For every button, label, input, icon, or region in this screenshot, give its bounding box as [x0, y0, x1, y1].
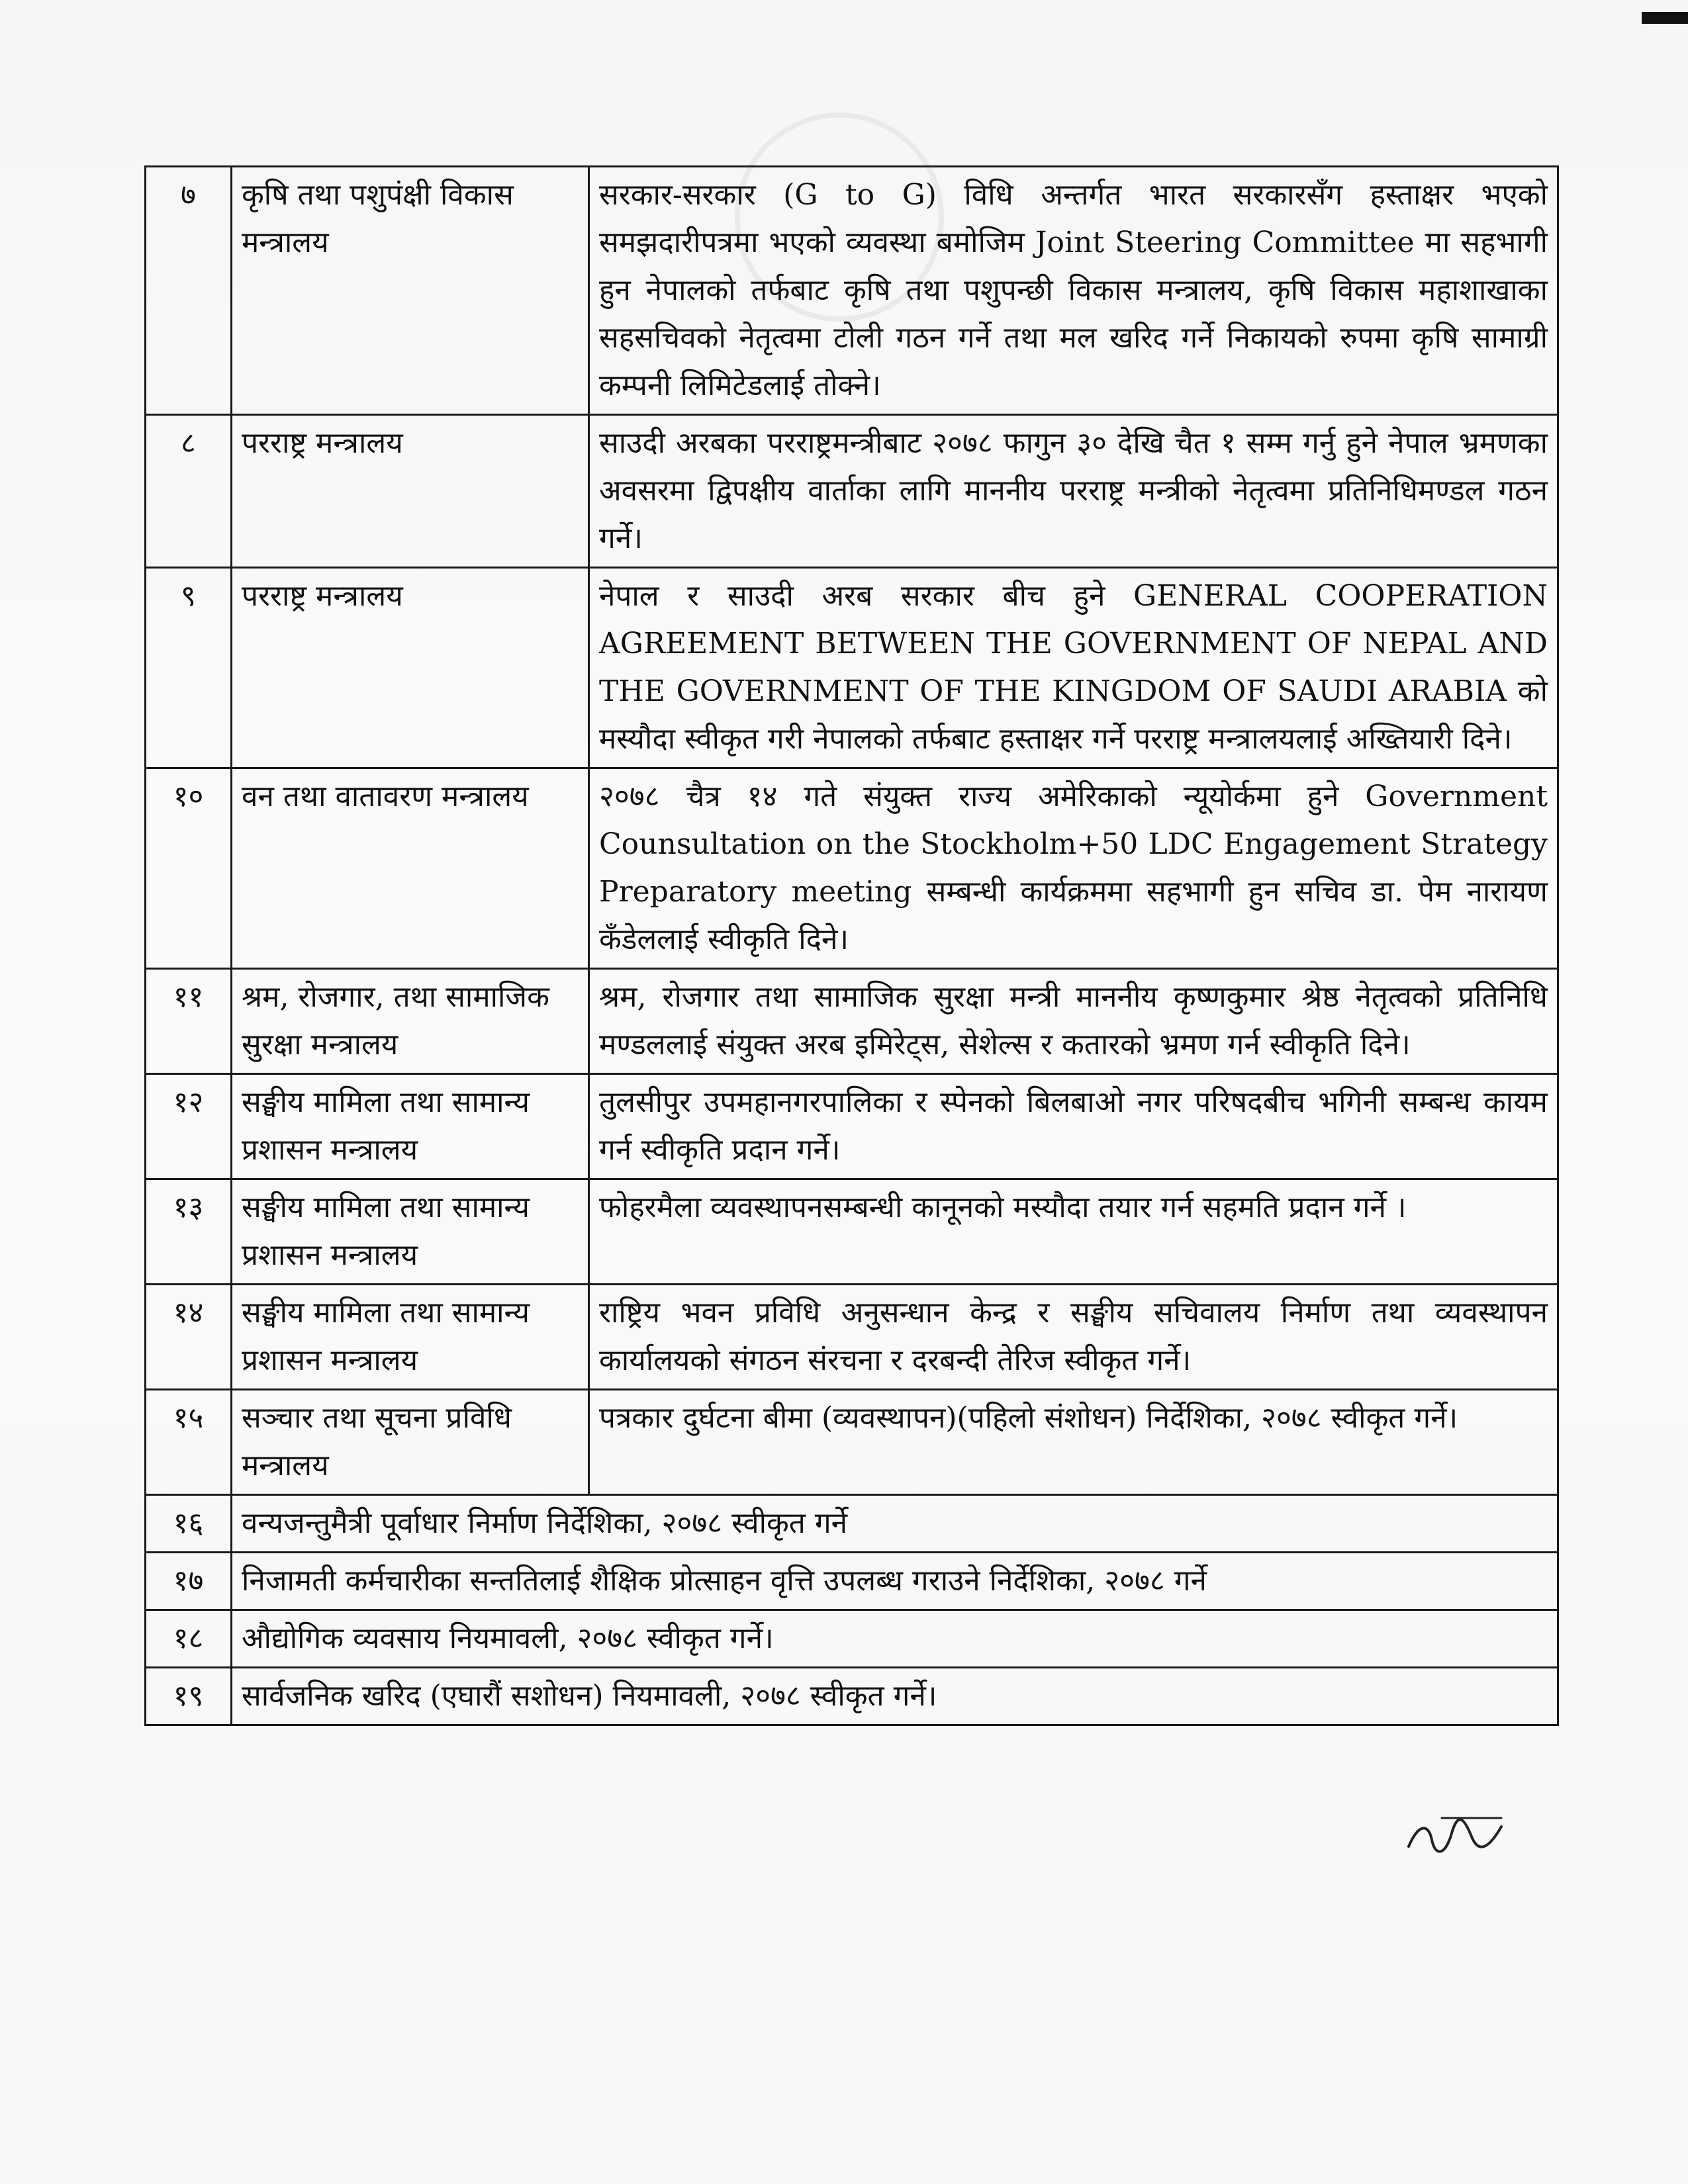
decision-cell: श्रम, रोजगार तथा सामाजिक सुरक्षा मन्त्री माननीय कृष्णकुमार श्रेष्ठ नेतृत्वको प्रतिनिधि मण्डललाई संयुक्त अरब इमिरेट्स, सेशेल्स र कतारको भ्रमण गर्न स्वीकृति दिने। [589, 969, 1558, 1074]
table-row [146, 1495, 1558, 1553]
decision-cell: २०७८ चैत्र १४ गते संयुक्त राज्य अमेरिकाको न्यूयोर्कमा हुने Government Counsultation on the Stockholm+50 LDC Engagement Strategy Preparatory meeting सम्बन्धी कार्यक्रममा सहभागी हुन सचिव डा. पेम नारायण कँडेललाई स्वीकृति दिने। [589, 768, 1558, 969]
table-row [146, 167, 1558, 415]
row-number: ९ [146, 568, 232, 768]
decision-cell: राष्ट्रिय भवन प्रविधि अनुसन्धान केन्द्र र सङ्घीय सचिवालय निर्माण तथा व्यवस्थापन कार्यालयको संगठन संरचना र दरबन्दी तेरिज स्वीकृत गर्ने। [589, 1285, 1558, 1390]
scan-corner-mark [1642, 12, 1688, 24]
ministry-cell: कृषि तथा पशुपंक्षी विकास मन्त्रालय [232, 167, 589, 415]
decision-cell: पत्रकार दुर्घटना बीमा (व्यवस्थापन)(पहिलो संशोधन) निर्देशिका, २०७८ स्वीकृत गर्ने। [589, 1390, 1558, 1495]
row-number: ११ [146, 969, 232, 1074]
decision-cell: औद्योगिक व्यवसाय नियमावली, २०७८ स्वीकृत गर्ने। [232, 1610, 1558, 1668]
table-row [146, 1074, 1558, 1179]
table-row [146, 1285, 1558, 1390]
row-number: १३ [146, 1179, 232, 1285]
decision-cell: फोहरमैला व्यवस्थापनसम्बन्धी कानूनको मस्यौदा तयार गर्न सहमति प्रदान गर्ने । [589, 1179, 1558, 1285]
decision-cell: तुलसीपुर उपमहानगरपालिका र स्पेनको बिलबाओ नगर परिषदबीच भगिनी सम्बन्ध कायम गर्न स्वीकृति प्रदान गर्ने। [589, 1074, 1558, 1179]
ministry-cell: परराष्ट्र मन्त्रालय [232, 568, 589, 768]
decision-cell: सरकार-सरकार (G to G) विधि अन्तर्गत भारत सरकारसँग हस्ताक्षर भएको समझदारीपत्रमा भएको व्यवस्था बमोजिम Joint Steering Committee मा सहभागी हुन नेपालको तर्फबाट कृषि तथा पशुपन्छी विकास मन्त्रालय, कृषि विकास महाशाखाका सहसचिवको नेतृत्वमा टोली गठन गर्ने तथा मल खरिद गर्ने निकायको रुपमा कृषि सामाग्री कम्पनी लिमिटेडलाई तोक्ने। [589, 167, 1558, 415]
row-number: १५ [146, 1390, 232, 1495]
ministry-cell: श्रम, रोजगार, तथा सामाजिक सुरक्षा मन्त्रालय [232, 969, 589, 1074]
ministry-cell: परराष्ट्र मन्त्रालय [232, 415, 589, 568]
decisions-table [144, 165, 1559, 1726]
ministry-cell: सङ्घीय मामिला तथा सामान्य प्रशासन मन्त्रालय [232, 1285, 589, 1390]
row-number: ८ [146, 415, 232, 568]
ministry-cell: सङ्घीय मामिला तथा सामान्य प्रशासन मन्त्रालय [232, 1179, 589, 1285]
decision-cell: निजामती कर्मचारीका सन्ततिलाई शैक्षिक प्रोत्साहन वृत्ति उपलब्ध गराउने निर्देशिका, २०७८ गर्ने [232, 1553, 1558, 1610]
table-row [146, 1553, 1558, 1610]
row-number: १० [146, 768, 232, 969]
row-number: ७ [146, 167, 232, 415]
row-number: १८ [146, 1610, 232, 1668]
ministry-cell: वन तथा वातावरण मन्त्रालय [232, 768, 589, 969]
row-number: १९ [146, 1668, 232, 1725]
row-number: १६ [146, 1495, 232, 1553]
ministry-cell: सङ्घीय मामिला तथा सामान्य प्रशासन मन्त्रालय [232, 1074, 589, 1179]
table-row [146, 1668, 1558, 1725]
row-number: १४ [146, 1285, 232, 1390]
table-row [146, 1610, 1558, 1668]
row-number: १२ [146, 1074, 232, 1179]
decision-cell: वन्यजन्तुमैत्री पूर्वाधार निर्माण निर्देशिका, २०७८ स्वीकृत गर्ने [232, 1495, 1558, 1553]
decision-cell: नेपाल र साउदी अरब सरकार बीच हुने GENERAL COOPERATION AGREEMENT BETWEEN THE GOVERNMENT OF NEPAL AND THE GOVERNMENT OF THE KINGDOM OF SAUDI ARABIA को मस्यौदा स्वीकृत गरी नेपालको तर्फबाट हस्ताक्षर गर्ने परराष्ट्र मन्त्रालयलाई अख्तियारी दिने। [589, 568, 1558, 768]
table-row [146, 768, 1558, 969]
decision-cell: सार्वजनिक खरिद (एघारौं सशोधन) नियमावली, २०७८ स्वीकृत गर्ने। [232, 1668, 1558, 1725]
handwritten-signature [1402, 1810, 1508, 1863]
ministry-cell: सञ्चार तथा सूचना प्रविधि मन्त्रालय [232, 1390, 589, 1495]
table-row [146, 969, 1558, 1074]
table-row [146, 415, 1558, 568]
table-row [146, 1390, 1558, 1495]
decision-cell: साउदी अरबका परराष्ट्रमन्त्रीबाट २०७८ फागुन ३० देखि चैत १ सम्म गर्नु हुने नेपाल भ्रमणका अवसरमा द्विपक्षीय वार्ताका लागि माननीय परराष्ट्र मन्त्रीको नेतृत्वमा प्रतिनिधिमण्डल गठन गर्ने। [589, 415, 1558, 568]
table-row [146, 1179, 1558, 1285]
row-number: १७ [146, 1553, 232, 1610]
table-row [146, 568, 1558, 768]
